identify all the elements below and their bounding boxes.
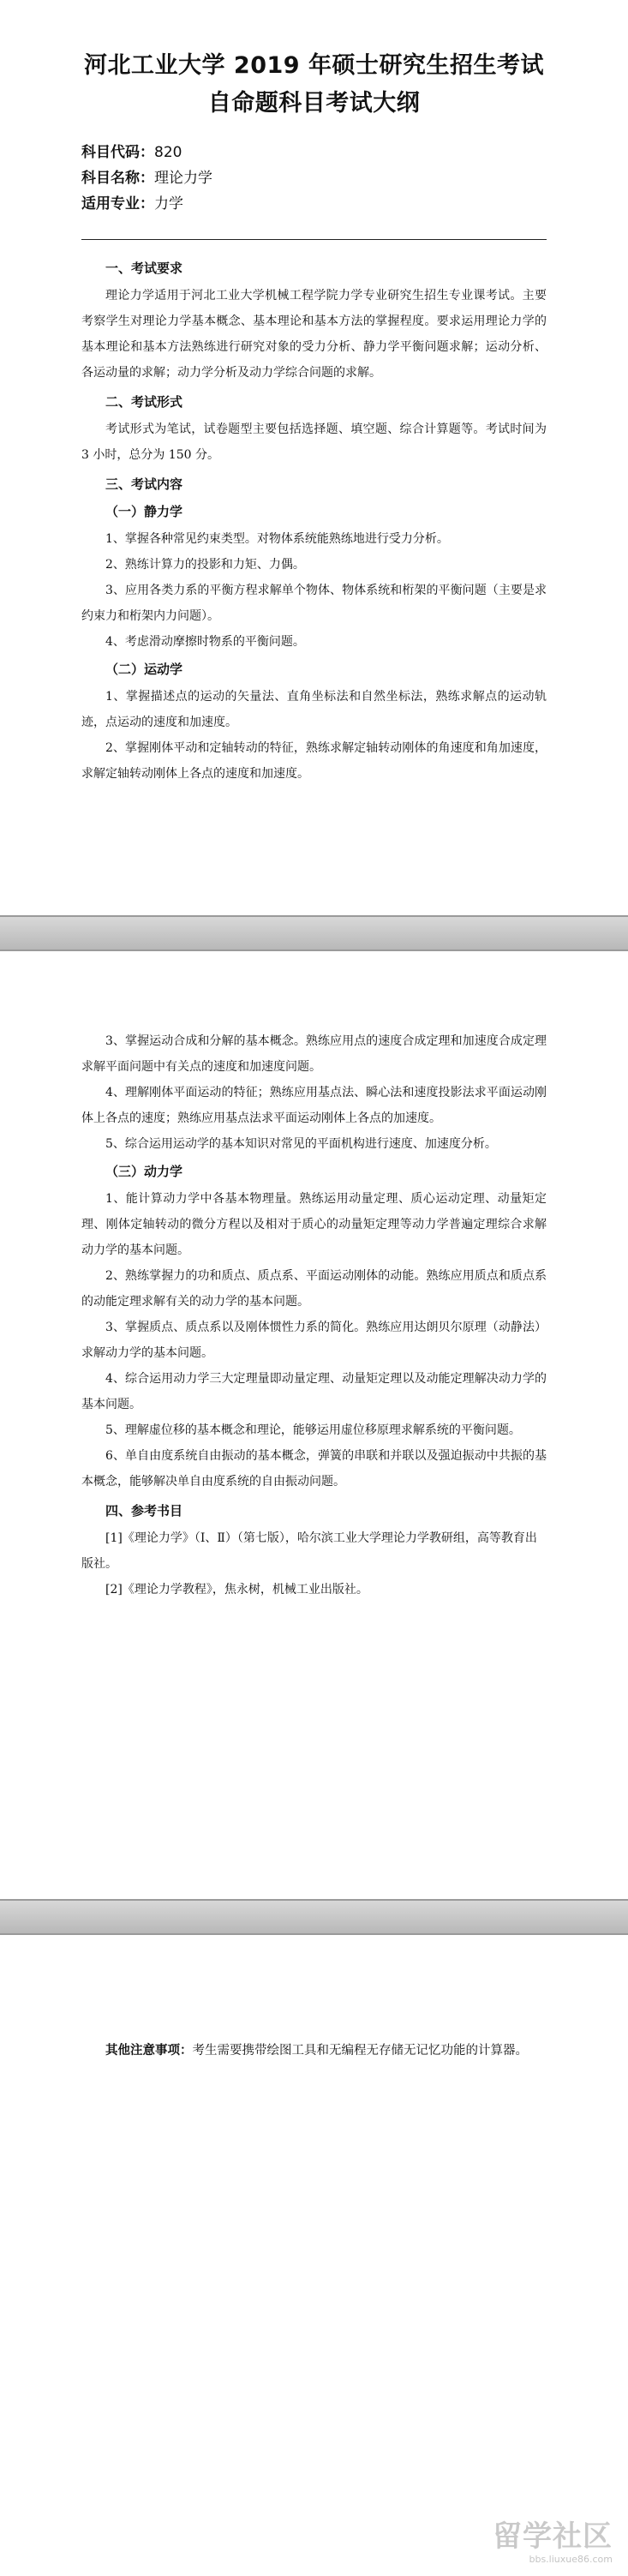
page-3 (0, 1935, 628, 2576)
subsection-heading-dynamics: （三）动力学 (105, 1164, 183, 1179)
watermark-logo-text: 留学社区 (493, 2519, 613, 2554)
document-title-line-2: 自命题科目考试大纲 (207, 90, 421, 117)
subject-code-label: 科目代码： (81, 144, 154, 161)
list-item: 2、掌握刚体平动和定轴转动的特征，熟练求解定轴转动刚体的角速度和角加速度，求解定轴转动刚体上各点的速度和加速度。 (81, 741, 547, 781)
other-notes (81, 2038, 547, 2064)
list-item: 1、掌握描述点的运动的矢量法、直角坐标法和自然坐标法，熟练求解点的运动轨迹，点运动的速度和加速度。 (81, 690, 547, 729)
page-separator (0, 915, 628, 951)
subject-name-value: 理论力学 (154, 170, 212, 187)
list-item: 3、应用各类力系的平衡方程求解单个物体、物体系统和桁架的平衡问题（主要是求约束力和桁架内力问题）。 (81, 584, 547, 623)
reference-item: [2]《理论力学教程》，焦永树，机械工业出版社。 (105, 1583, 368, 1597)
other-notes-label: 其他注意事项： (105, 2044, 193, 2058)
list-item: 6、单自由度系统自由振动的基本概念，弹簧的串联和并联以及强迫振动中共振的基本概念，能够解决单自由度系统的自由振动问题。 (81, 1449, 547, 1489)
format-paragraph: 考试形式为笔试，试卷题型主要包括选择题、填空题、综合计算题等。考试时间为 3 小时，总分为 150 分。 (81, 422, 547, 462)
major-line (81, 191, 547, 217)
watermark-logo (450, 2519, 613, 2567)
list-item: 1、能计算动力学中各基本物理量。熟练运用动量定理、质心运动定理、动量矩定理、刚体定轴转动的微分方程以及相对于质心的动量矩定理等动力学普遍定理综合求解动力学的基本问题。 (81, 1192, 547, 1257)
section-heading-format: 二、考试形式 (105, 394, 183, 410)
watermark-url: bbs.liuxue86.com (529, 2554, 613, 2565)
list-item: 4、考虑滑动摩擦时物系的平衡问题。 (105, 635, 305, 649)
subject-meta (81, 140, 547, 217)
list-item: 3、掌握运动合成和分解的基本概念。熟练应用点的速度合成定理和加速度合成定理求解平面问题中有关点的速度和加速度问题。 (81, 1034, 547, 1074)
list-item: 5、综合运用运动学的基本知识对常见的平面机构进行速度、加速度分析。 (105, 1137, 497, 1151)
list-item: 4、综合运用动力学三大定理量即动量定理、动量矩定理以及动能定理解决动力学的基本问题。 (81, 1372, 547, 1411)
document-title (81, 47, 547, 123)
subject-code-line (81, 140, 547, 165)
list-item: 2、熟练计算力的投影和力矩、力偶。 (105, 558, 305, 572)
section-heading-requirements: 一、考试要求 (105, 261, 183, 276)
subsection-heading-kinematics: （二）运动学 (105, 662, 183, 677)
subject-name-label: 科目名称： (81, 170, 154, 187)
requirements-paragraph: 理论力学适用于河北工业大学机械工程学院力学专业研究生招生专业课考试。主要考察学生对理论力学基本概念、基本理论和基本方法的掌握程度。要求运用理论力学的基本理论和基本方法熟练进行研究对象的受力分析、静力学平衡问题求解；运动分析、各运动量的求解；动力学分析及动力学综合问题的求解。 (81, 289, 547, 380)
list-item: 4、理解刚体平面运动的特征；熟练应用基点法、瞬心法和速度投影法求平面运动刚体上各点的速度；熟练应用基点法求平面运动刚体上各点的加速度。 (81, 1086, 547, 1125)
other-notes-text: 考生需要携带绘图工具和无编程无存储无记忆功能的计算器。 (192, 2044, 528, 2058)
section-heading-references: 四、参考书目 (105, 1503, 183, 1519)
list-item: 2、熟练掌握力的功和质点、质点系、平面运动刚体的动能。熟练应用质点和质点系的动能定理求解有关的动力学的基本问题。 (81, 1269, 547, 1309)
reference-item: [1]《理论力学》（Ⅰ、Ⅱ）（第七版），哈尔滨工业大学理论力学教研组，高等教育出版社。 (81, 1531, 537, 1571)
document-title-line-1: 河北工业大学 2019 年硕士研究生招生考试 (84, 52, 544, 79)
major-label: 适用专业： (81, 195, 154, 213)
page-separator (0, 1899, 628, 1935)
divider-rule (81, 239, 547, 240)
page-1 (0, 0, 628, 915)
subject-code-value: 820 (154, 144, 182, 161)
list-item: 3、掌握质点、质点系以及刚体惯性力系的简化。熟练应用达朗贝尔原理（动静法）求解动力学的基本问题。 (81, 1321, 547, 1360)
section-heading-content: 三、考试内容 (105, 476, 183, 492)
subsection-heading-statics: （一）静力学 (105, 504, 183, 519)
list-item: 1、掌握各种常见约束类型。对物体系统能熟练地进行受力分析。 (105, 532, 449, 546)
major-value: 力学 (154, 195, 183, 213)
subject-name-line (81, 165, 547, 191)
list-item: 5、理解虚位移的基本概念和理论，能够运用虚位移原理求解系统的平衡问题。 (105, 1423, 521, 1437)
page-2 (0, 951, 628, 1898)
